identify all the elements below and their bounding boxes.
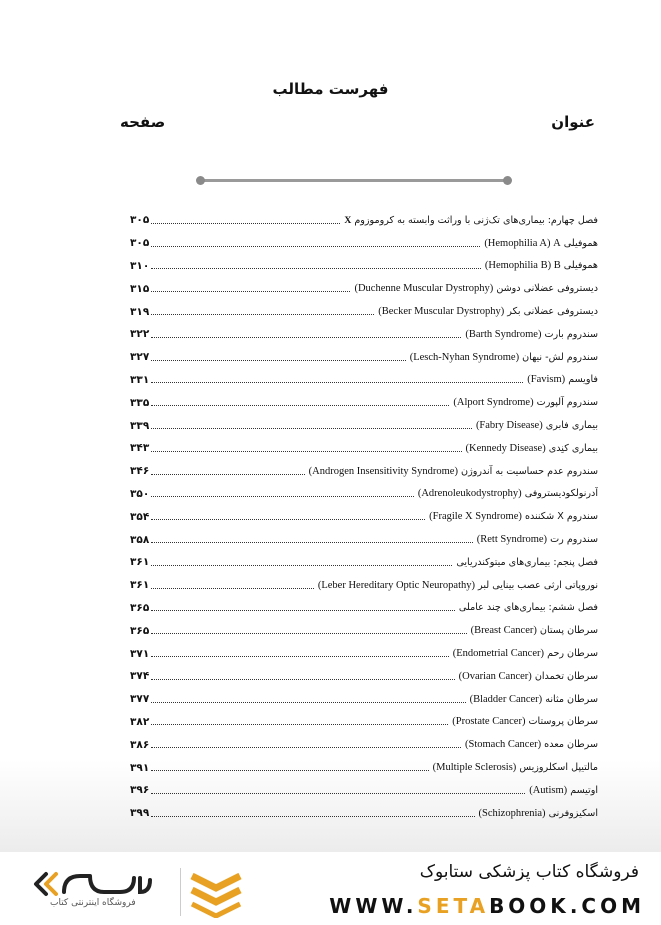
toc-page-number: ۳۹۶ [130, 784, 150, 797]
toc-leader-dots [151, 702, 465, 703]
toc-leader-dots [151, 428, 472, 429]
toc-leader-dots [151, 542, 473, 543]
store-footer [0, 852, 661, 925]
toc-leader-dots [151, 519, 425, 520]
toc-entry-title [464, 443, 598, 454]
toc-leader-dots [151, 337, 461, 338]
toc-page-number: ۳۰۵ [130, 214, 150, 227]
toc-entry-row[interactable] [130, 688, 598, 711]
toc-leader-dots [151, 474, 304, 475]
toc-entry-title-fa: سندروم رت [550, 534, 598, 546]
toc-page-number: ۳۲۲ [130, 328, 150, 341]
toc-entry-title-fa: سرطان تخمدان [534, 670, 598, 682]
toc-entry-title [477, 808, 599, 819]
store-name: فروشگاه کتاب پزشکی ستابوک [419, 862, 639, 882]
toc-entry-row[interactable] [130, 642, 598, 665]
toc-entry-title-en: (Autism) [529, 784, 568, 796]
toc-entry-title [457, 671, 598, 682]
column-page-header: صفحه [120, 113, 166, 131]
toc-leader-dots [151, 588, 314, 589]
toc-page-number: ۳۲۷ [130, 351, 150, 364]
toc-entry-title-fa: آدرنولکودیستروفی [524, 488, 598, 500]
toc-entry-title-fa: بیماری فابری [545, 420, 598, 432]
toc-entry-row[interactable] [130, 277, 598, 300]
toc-entry-title-en: (Adrenoleukodystrophy) [417, 488, 522, 500]
toc-page-number: ۳۳۹ [130, 419, 150, 432]
toc-page-number: ۳۴۶ [130, 465, 150, 478]
toc-entry-title-en: (Lesch-Nyhan Syndrome) [409, 351, 520, 363]
toc-entry-title [376, 306, 598, 317]
toc-entry-title-fa: هموفیلی [563, 260, 598, 272]
toc-leader-dots [151, 565, 452, 566]
toc-leader-dots [151, 656, 449, 657]
toc-page-number: ۳۱۵ [130, 282, 150, 295]
toc-entry-title-en: (Leber Hereditary Optic Neuropathy) [317, 579, 475, 591]
column-title-header: عنوان [551, 113, 595, 131]
open-book-icon [188, 868, 244, 918]
toc-leader-dots [151, 382, 523, 383]
toc-entry-row[interactable] [130, 505, 598, 528]
toc-entry-title-en: (Fragile X Syndrome) [429, 511, 522, 523]
toc-entry-title-fa: دیستروفی عضلانی بکر [507, 306, 598, 318]
setabook-logo [30, 864, 170, 922]
toc-entry-row[interactable] [130, 483, 598, 506]
toc-entry-title-fa: اسکیزوفرنی [548, 807, 598, 819]
toc-entry-row[interactable] [130, 414, 598, 437]
toc-entry-title [408, 352, 598, 363]
toc-page-number: ۳۴۳ [130, 442, 150, 455]
toc-leader-dots [151, 770, 428, 771]
toc-leader-dots [151, 496, 414, 497]
toc-entry-title-fa: بیماری کنِدی [548, 442, 598, 454]
toc-entry-title-fa: سندروم عدم حساسیت به آندروژن [461, 465, 598, 477]
toc-page-number: ۳۶۱ [130, 579, 150, 592]
toc-section-row[interactable] [130, 597, 598, 620]
toc-entry-row[interactable] [130, 437, 598, 460]
toc-entry-title-fa: هموفیلی [563, 237, 598, 249]
page-title: فهرست مطالب [272, 80, 389, 98]
toc-entry-title-fa: فاویسم [568, 374, 598, 386]
toc-entry-title [469, 625, 598, 636]
toc-entry-title [483, 260, 598, 271]
toc-page-number: ۳۰۵ [130, 237, 150, 250]
toc-entry-title-en: (Becker Muscular Dystrophy) [378, 306, 505, 318]
toc-entry-title [416, 488, 598, 499]
toc-entry-title-fa: نوروپاتی ارثی عصب بینایی لبر [478, 579, 598, 591]
divider-dot-right [503, 176, 512, 185]
toc-entry-title-fa: سندروم آلپورت [536, 397, 598, 409]
toc-entry-title-en: (Kennedy Disease) [465, 442, 546, 454]
toc-leader-dots [151, 314, 374, 315]
toc-entry-row[interactable] [130, 733, 598, 756]
toc-entry-title-en: (Schizophrenia) [478, 807, 546, 819]
toc-page-number: ۳۹۱ [130, 761, 150, 774]
toc-entry-title-fa: سندروم X شکننده [524, 511, 598, 523]
toc-entry-title-en: (Bladder Cancer) [469, 693, 543, 705]
toc-leader-dots [151, 223, 340, 224]
toc-page-number: ۳۷۱ [130, 647, 150, 660]
toc-entry-row[interactable] [130, 391, 598, 414]
toc-entry-title [450, 716, 598, 727]
header-divider [200, 179, 508, 182]
toc-page-number: ۳۶۵ [130, 624, 150, 637]
toc-entry-title-fa: سندروم بارت [544, 328, 598, 340]
logo-subtitle: فروشگاه اینترنتی کتاب [50, 898, 136, 908]
toc-entry-title [316, 580, 598, 591]
url-suffix: .COM [569, 894, 645, 918]
toc-entry-title-en: (Alport Syndrome) [453, 397, 534, 409]
toc-entry-title-en: (Prostate Cancer) [452, 716, 526, 728]
toc-entry-title-en: (Ovarian Cancer) [458, 670, 532, 682]
toc-entry-row[interactable] [130, 323, 598, 346]
toc-entry-row[interactable] [130, 460, 598, 483]
toc-entry-title [342, 215, 598, 226]
logo-separator [180, 868, 181, 916]
toc-entry-row[interactable] [130, 574, 598, 597]
toc-entry-title-x: X [344, 214, 352, 226]
toc-leader-dots [151, 724, 448, 725]
toc-page-number: ۳۵۴ [130, 510, 150, 523]
toc-entry-title-en: (Rett Syndrome) [476, 534, 548, 546]
toc-entry-title-en: (Multiple Sclerosis) [432, 762, 517, 774]
toc-entry-title [457, 602, 598, 613]
toc-leader-dots [151, 793, 525, 794]
toc-entry-title-fa: سرطان پستان [539, 625, 598, 637]
toc-page-number: ۳۸۲ [130, 715, 150, 728]
toc-entry-row[interactable] [130, 619, 598, 642]
toc-entry-title-en: (Endometrial Cancer) [452, 648, 544, 660]
toc-leader-dots [151, 405, 449, 406]
toc-entry-row[interactable] [130, 665, 598, 688]
toc-entry-title [468, 694, 598, 705]
toc-entry-title-fa: دیستروفی عضلانی دوشن [496, 283, 598, 295]
toc-entry-title-en: (Stomach Cancer) [465, 739, 542, 751]
toc-leader-dots [151, 747, 461, 748]
toc-entry-title-en: (Barth Syndrome) [465, 328, 542, 340]
toc-entry-title-fa: سرطان مثانه [545, 693, 598, 705]
toc-entry-row[interactable] [130, 300, 598, 323]
toc-page-number: ۳۵۸ [130, 533, 150, 546]
toc-entry-title-en: (Duchenne Muscular Dystrophy) [354, 283, 494, 295]
toc-entry-title [474, 420, 598, 431]
toc-entry-title-fa: سرطان معده [544, 739, 598, 751]
toc-page-number: ۳۷۴ [130, 670, 150, 683]
toc-section-row[interactable] [130, 551, 598, 574]
toc-entry-title [431, 762, 598, 773]
toc-leader-dots [151, 679, 454, 680]
toc-entry-title-fa: مالتیپل اسکلروزیس [519, 762, 598, 774]
toc-entry-row[interactable] [130, 346, 598, 369]
store-url[interactable] [329, 894, 645, 918]
toc-entry-title-en: (Hemophilia B) B [484, 260, 561, 272]
toc-entry-title-fa: سندروم لش- نیهان [522, 351, 598, 363]
toc-page-number: ۳۱۹ [130, 305, 150, 318]
divider-dot-left [196, 176, 205, 185]
url-book: BOOK [489, 894, 570, 918]
toc-entry-title [475, 534, 598, 545]
toc-entry-row[interactable] [130, 756, 598, 779]
toc-leader-dots [151, 451, 461, 452]
toc-entry-title-en: (Favism) [527, 374, 566, 386]
toc-section-row[interactable] [130, 209, 598, 232]
toc-entry-title-fa: فصل ششم: بیماری‌های چند عاملی [458, 602, 598, 614]
toc-entry-row[interactable] [130, 528, 598, 551]
toc-entry-title [463, 329, 598, 340]
toc-page-number: ۳۷۷ [130, 693, 150, 706]
toc-entry-title [352, 283, 598, 294]
toc-page-number: ۳۶۱ [130, 556, 150, 569]
toc-entry-row[interactable] [130, 232, 598, 255]
toc-entry-title-en: (Androgen Insensitivity Syndrome) [308, 465, 458, 477]
toc-entry-title [525, 374, 598, 385]
toc-entry-title-en: (Breast Cancer) [470, 625, 537, 637]
toc-page-number: ۳۱۰ [130, 259, 150, 272]
toc-entry-title-fa: فصل چهارم: بیماری‌های تک‌ژنی با وراثت وابسته به کروموزوم [354, 214, 598, 226]
toc-page-number: ۳۹۹ [130, 807, 150, 820]
toc-page-number: ۳۵۰ [130, 487, 150, 500]
toc-entry-title-fa: اوتیسم [570, 784, 598, 796]
toc-entry-title [307, 466, 598, 477]
table-of-contents [130, 209, 598, 825]
toc-entry-title [482, 238, 598, 249]
toc-leader-dots [151, 268, 481, 269]
toc-page-number: ۳۳۵ [130, 396, 150, 409]
toc-entry-title [454, 557, 598, 568]
toc-entry-row[interactable] [130, 711, 598, 734]
toc-entry-title-en: (Hemophilia A) A [484, 237, 561, 249]
toc-page-number: ۳۳۱ [130, 373, 150, 386]
toc-entry-title [451, 397, 598, 408]
toc-leader-dots [151, 816, 474, 817]
toc-entry-title-en: (Fabry Disease) [475, 420, 543, 432]
toc-entry-row[interactable] [130, 802, 598, 825]
toc-entry-row[interactable] [130, 369, 598, 392]
toc-leader-dots [151, 291, 350, 292]
toc-entry-title-fa: سرطان پروستات [528, 716, 598, 728]
toc-leader-dots [151, 246, 480, 247]
toc-entry-title [451, 648, 598, 659]
toc-entry-title-fa: سرطان رحم [547, 648, 598, 660]
toc-entry-title [463, 739, 598, 750]
toc-leader-dots [151, 360, 406, 361]
toc-entry-row[interactable] [130, 255, 598, 278]
toc-entry-title [527, 785, 598, 796]
url-prefix: WWW. [329, 894, 418, 918]
toc-leader-dots [151, 633, 466, 634]
toc-entry-title [427, 511, 598, 522]
toc-page-number: ۳۶۵ [130, 601, 150, 614]
toc-page-number: ۳۸۶ [130, 738, 150, 751]
toc-leader-dots [151, 610, 455, 611]
url-seta: SETA [417, 894, 490, 918]
toc-entry-row[interactable] [130, 779, 598, 802]
toc-entry-title-fa: فصل پنجم: بیماری‌های میتوکندریایی [456, 556, 598, 568]
